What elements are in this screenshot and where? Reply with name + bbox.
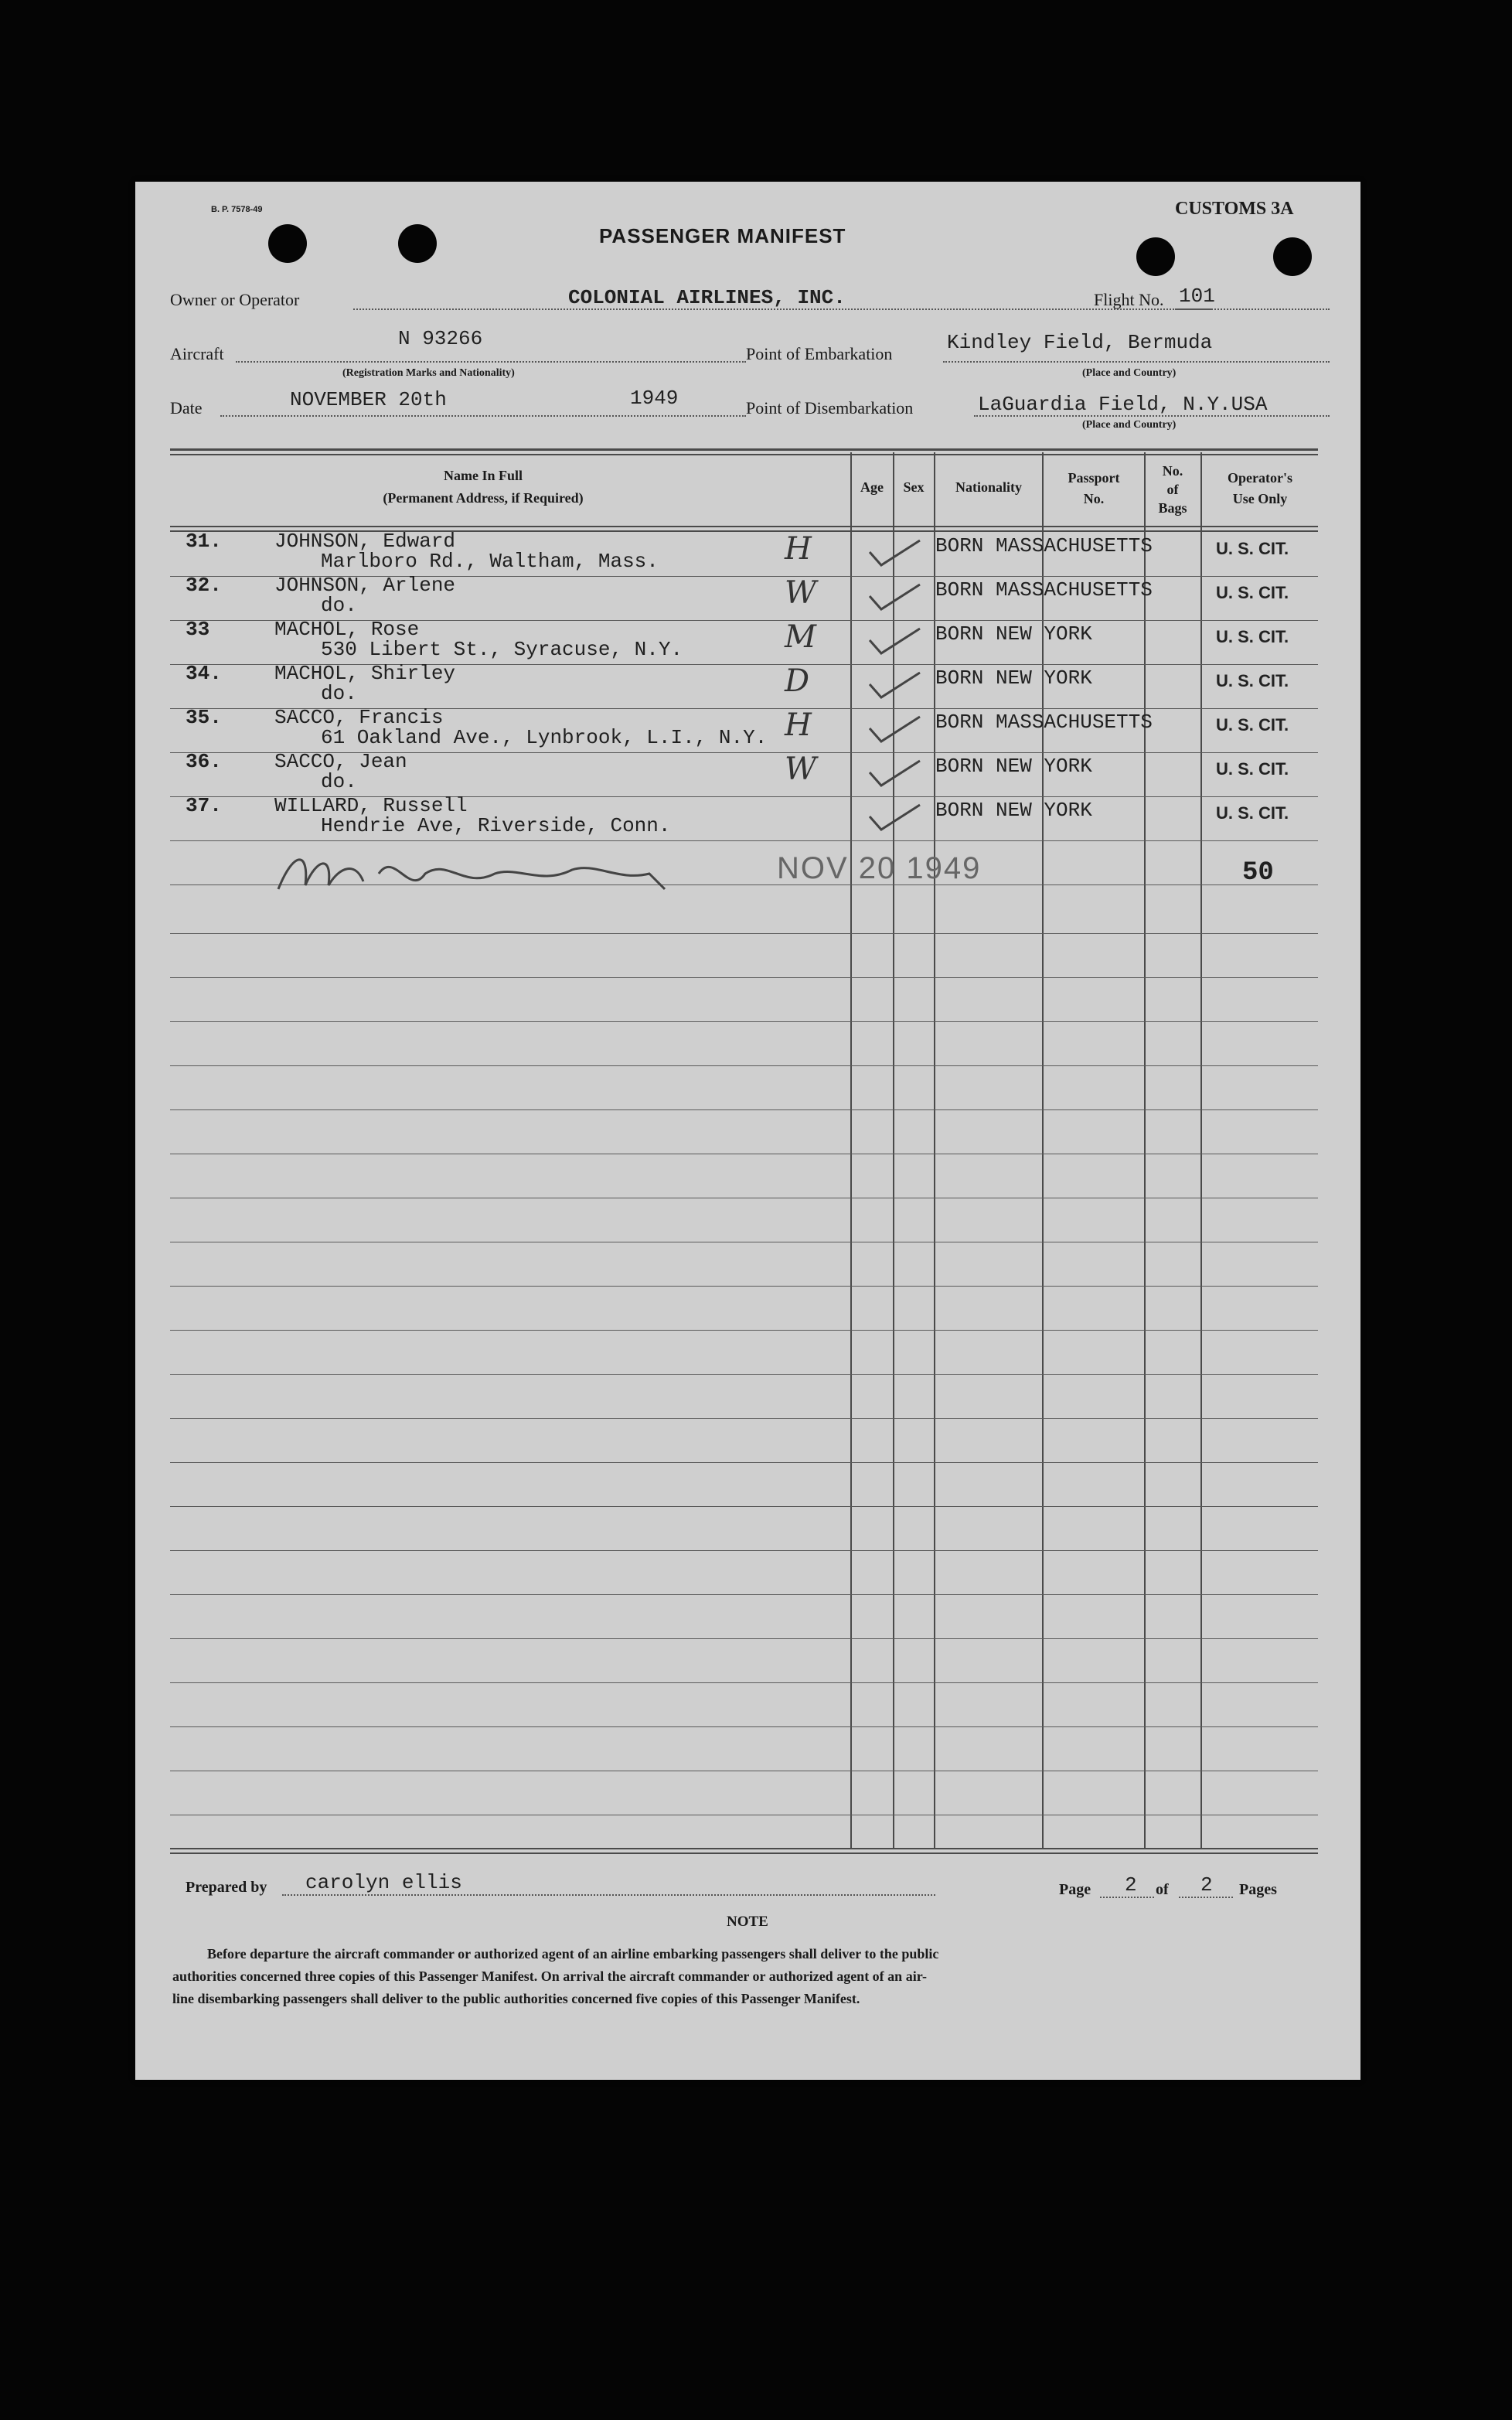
col-header-nationality: Nationality (955, 479, 1022, 495)
col-header-operator-line1: Operator's (1228, 470, 1292, 486)
passenger-address: do. (321, 770, 357, 793)
punch-hole (1273, 237, 1312, 276)
passenger-name: JOHNSON, Arlene (274, 574, 456, 597)
row-rule (170, 1330, 1318, 1331)
note-title: NOTE (727, 1914, 768, 1930)
row-rule (170, 933, 1318, 934)
passenger-address: Marlboro Rd., Waltham, Mass. (321, 550, 659, 573)
row-number: 34. (186, 662, 222, 685)
embark-value: Kindley Field, Bermuda (947, 331, 1213, 354)
row-number: 32. (186, 574, 222, 597)
passenger-name: WILLARD, Russell (274, 794, 468, 817)
age-mark: W (785, 575, 817, 611)
row-number: 36. (186, 750, 222, 773)
passenger-address: Hendrie Ave, Riverside, Conn. (321, 814, 671, 837)
age-mark: H (785, 707, 812, 743)
row-number: 33 (186, 618, 210, 641)
note-line-3: line disembarking passengers shall deliver to the public authorities concerned five copies of this Passenger Manifest. (172, 1991, 860, 2006)
check-icon (866, 797, 928, 836)
operator-stamp: U. S. CIT. (1216, 539, 1289, 558)
operator-stamp: U. S. CIT. (1216, 803, 1289, 823)
embark-caption: (Place and Country) (1082, 367, 1177, 379)
of-value: 2 (1200, 1873, 1213, 1897)
table-header-rule (170, 526, 1318, 527)
row-rule (170, 1462, 1318, 1463)
row-rule (170, 1109, 1318, 1110)
col-header-age: Age (860, 479, 884, 495)
flight-line (1175, 308, 1330, 310)
disembark-caption: (Place and Country) (1082, 419, 1177, 431)
flight-label: Flight No. (1094, 290, 1164, 309)
row-rule (170, 1726, 1318, 1727)
row-rule (170, 1594, 1318, 1595)
age-mark: W (785, 752, 817, 787)
prepared-label: Prepared by (186, 1879, 267, 1896)
note-body (172, 1943, 1316, 2010)
row-rule (170, 1286, 1318, 1287)
check-icon (866, 753, 928, 792)
row-number: 35. (186, 706, 222, 729)
col-header-operator-line2: Use Only (1232, 491, 1288, 506)
prepared-value: carolyn ellis (305, 1871, 462, 1894)
page-label: Page (1059, 1881, 1091, 1898)
aircraft-caption: (Registration Marks and Nationality) (342, 367, 515, 379)
nationality: BORN MASSACHUSETTS (935, 578, 1153, 602)
col-header-passport (1044, 470, 1144, 507)
passenger-address: 530 Libert St., Syracuse, N.Y. (321, 638, 683, 661)
row-number: 31. (186, 530, 222, 553)
check-icon (866, 709, 928, 748)
pages-label: Pages (1239, 1881, 1277, 1898)
nationality: BORN NEW YORK (935, 666, 1092, 690)
row-number: 37. (186, 794, 222, 817)
nationality: BORN NEW YORK (935, 755, 1092, 778)
page-value: 2 (1125, 1873, 1137, 1897)
col-header-name-line2: (Permanent Address, if Required) (383, 490, 584, 506)
row-rule (170, 1065, 1318, 1066)
nationality: BORN MASSACHUSETTS (935, 711, 1153, 734)
row-rule (170, 977, 1318, 978)
customs-form-id: CUSTOMS 3A (1175, 199, 1294, 219)
check-icon (866, 533, 928, 571)
disembark-label: Point of Disembarkation (746, 398, 914, 418)
passenger-address: do. (321, 682, 357, 705)
manifest-page (135, 182, 1360, 2080)
age-mark: D (785, 663, 810, 699)
note-line-1: Before departure the aircraft commander or authorized agent of an airline embarking passengers shall deliver to the public (207, 1946, 939, 1962)
passenger-address: do. (321, 594, 357, 617)
punch-hole (268, 224, 307, 263)
row-rule (170, 1418, 1318, 1419)
col-header-bags-line1: No. (1162, 463, 1183, 479)
punch-hole (398, 224, 437, 263)
row-rule (170, 1638, 1318, 1639)
page-line (1100, 1897, 1154, 1898)
passenger-name: JOHNSON, Edward (274, 530, 456, 553)
embark-line (943, 361, 1330, 363)
col-header-passport-line1: Passport (1068, 470, 1120, 486)
col-header-bags (1146, 462, 1200, 517)
passenger-name: SACCO, Francis (274, 706, 444, 729)
signature (263, 843, 696, 905)
nationality: BORN NEW YORK (935, 799, 1092, 822)
col-header-sex: Sex (903, 479, 925, 495)
operator-stamp: U. S. CIT. (1216, 627, 1289, 646)
passenger-name: MACHOL, Shirley (274, 662, 456, 685)
aircraft-value: N 93266 (398, 327, 483, 350)
col-header-passport-line2: No. (1083, 491, 1105, 506)
operator-stamp: U. S. CIT. (1216, 759, 1289, 779)
row-rule (170, 1374, 1318, 1375)
row-rule (170, 1550, 1318, 1551)
nationality: BORN NEW YORK (935, 622, 1092, 646)
check-icon (866, 577, 928, 615)
passenger-name: SACCO, Jean (274, 750, 407, 773)
col-header-name (290, 468, 676, 506)
page-title: PASSENGER MANIFEST (599, 224, 846, 247)
punch-hole (1136, 237, 1175, 276)
operator-stamp: U. S. CIT. (1216, 671, 1289, 690)
age-mark: M (785, 619, 816, 655)
table-top-rule (170, 448, 1318, 451)
footer-rule-2 (170, 1852, 1318, 1854)
col-header-operator (1202, 470, 1318, 507)
passenger-address: 61 Oakland Ave., Lynbrook, L.I., N.Y. (321, 726, 768, 749)
aircraft-label: Aircraft (170, 344, 224, 363)
of-line (1179, 1897, 1233, 1898)
check-icon (866, 621, 928, 660)
col-header-bags-line3: Bags (1158, 500, 1187, 516)
date-value: NOVEMBER 20th (290, 388, 447, 411)
operator-stamp: U. S. CIT. (1216, 715, 1289, 735)
row-rule (170, 1682, 1318, 1683)
embark-label: Point of Embarkation (746, 344, 893, 363)
note-line-2: authorities concerned three copies of this Passenger Manifest. On arrival the aircraft commander or authorized agent of an air- (172, 1968, 928, 1984)
col-header-name-line1: Name In Full (443, 468, 523, 483)
prepared-line (282, 1894, 935, 1896)
date-stamp: NOV 20 1949 (777, 851, 982, 885)
of-label: of (1156, 1881, 1169, 1898)
disembark-value: LaGuardia Field, N.Y.USA (978, 393, 1268, 416)
row-rule (170, 840, 1318, 841)
table-top-rule-2 (170, 454, 1318, 455)
check-icon (866, 665, 928, 704)
date-year: 1949 (630, 387, 679, 410)
owner-value: COLONIAL AIRLINES, INC. (568, 286, 846, 309)
bags-total: 50 (1242, 858, 1274, 888)
operator-stamp: U. S. CIT. (1216, 583, 1289, 602)
nationality: BORN MASSACHUSETTS (935, 534, 1153, 557)
row-rule (170, 1021, 1318, 1022)
age-mark: H (785, 531, 812, 567)
row-rule (170, 1506, 1318, 1507)
owner-label: Owner or Operator (170, 290, 300, 309)
flight-value: 101 (1179, 285, 1215, 308)
aircraft-line (236, 361, 746, 363)
col-header-bags-line2: of (1166, 482, 1179, 497)
footer-rule (170, 1848, 1318, 1849)
passenger-name: MACHOL, Rose (274, 618, 420, 641)
date-label: Date (170, 398, 203, 418)
date-line (220, 415, 746, 417)
form-number: B. P. 7578-49 (211, 205, 263, 214)
